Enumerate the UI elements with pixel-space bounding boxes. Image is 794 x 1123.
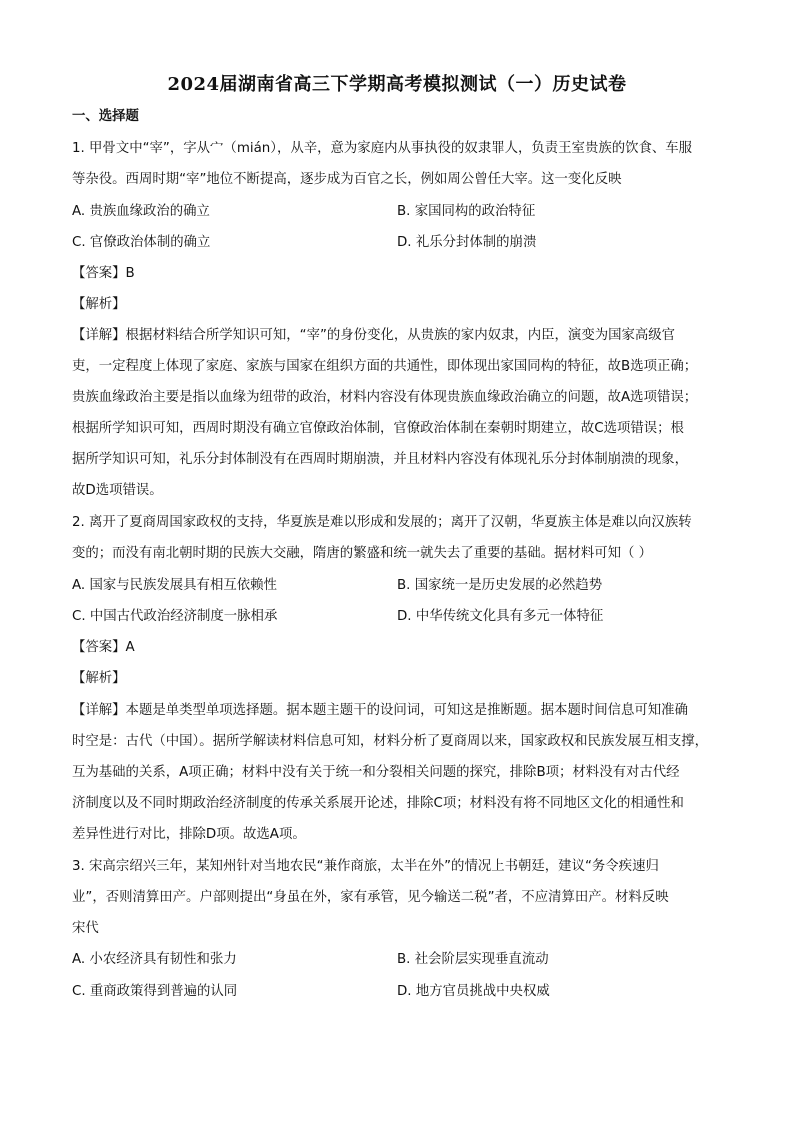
q2-option-c: C. 中国古代政治经济制度一脉相承 [72,609,278,624]
q2-detail-line-1: 【详解】本题是单类型单项选择题。据本题主题干的设问词，可知这是推断题。据本题时间信息可知准确 [72,703,688,718]
q2-detail-line-2: 时空是：古代（中国）。据所学解读材料信息可知，材料分析了夏商周以来，国家政权和民族发展互相支撑， [72,734,709,749]
q2-option-b: B. 国家统一是历史发展的必然趋势 [397,578,603,593]
q2-analysis-label: 【解析】 [72,671,126,686]
q1-detail-line-3: 贵族血缘政治主要是指以血缘为纽带的政治，材料内容没有体现贵族血缘政治确立的问题，故A选项错误； [72,390,698,405]
q1-option-a: A. 贵族血缘政治的确立 [72,204,210,219]
q1-stem-line-1: 1. 甲骨文中“宰”，字从宀（mián），从辛，意为家庭内从事执役的奴隶罪人，负责王室贵族的饮食、车服 [72,141,693,156]
q3-stem-line-2: 业”，否则清算田产。户部则提出“身虽在外，家有承管，见今输送二税”者，不应清算田产。材料反映 [72,890,669,905]
section-heading: 一、选择题 [72,109,139,124]
q2-detail-line-3: 互为基础的关系，A项正确；材料中没有关于统一和分裂相关问题的探究，排除B项；材料没有对古代经 [72,765,680,780]
q3-stem-line-3: 宋代 [72,921,99,936]
q1-detail-line-2: 吏，一定程度上体现了家庭、家族与国家在组织方面的共通性，即体现出家国同构的特征，故B选项正确； [72,359,698,374]
q2-detail-line-5: 差异性进行对比，排除D项。故选A项。 [72,827,306,842]
q1-detail-line-6: 故D选项错误。 [72,483,163,498]
q3-option-a: A. 小农经济具有韧性和张力 [72,952,237,967]
q1-option-d: D. 礼乐分封体制的崩溃 [397,235,537,250]
q3-stem-line-1: 3. 宋高宗绍兴三年，某知州针对当地农民“兼作商旅，太半在外”的情况上书朝廷，建议“务令疾速归 [72,859,659,874]
q3-option-d: D. 地方官员挑战中央权威 [397,984,550,999]
q2-option-d: D. 中华传统文化具有多元一体特征 [397,609,604,624]
q2-stem-line-1: 2. 离开了夏商周国家政权的支持，华夏族是难以形成和发展的；离开了汉朝，华夏族主体是难以向汉族转 [72,515,692,530]
q2-detail-line-4: 济制度以及不同时期政治经济制度的传承关系展开论述，排除C项；材料没有将不同地区文化的相通性和 [72,796,684,811]
q1-detail-line-5: 据所学知识可知，礼乐分封体制没有在西周时期崩溃，并且材料内容没有体现礼乐分封体制崩溃的现象， [72,452,688,467]
page-title: 2024届湖南省高三下学期高考模拟测试（一）历史试卷 [167,74,627,95]
q1-option-b: B. 家国同构的政治特征 [397,204,536,219]
q1-detail-line-4: 根据所学知识可知，西周时期没有确立官僚政治体制，官僚政治体制在秦朝时期建立，故C选项错误；根 [72,421,684,436]
q2-option-a: A. 国家与民族发展具有相互依赖性 [72,578,277,593]
q3-option-c: C. 重商政策得到普遍的认同 [72,984,238,999]
q1-analysis-label: 【解析】 [72,297,126,312]
q2-answer: 【答案】A [72,640,135,655]
q1-answer: 【答案】B [72,266,135,281]
q1-option-c: C. 官僚政治体制的确立 [72,235,211,250]
q1-stem-line-2: 等杂役。西周时期“宰”地位不断提高，逐步成为百官之长，例如周公曾任大宰。这一变化反映 [72,172,622,187]
q3-option-b: B. 社会阶层实现垂直流动 [397,952,549,967]
q1-detail-line-1: 【详解】根据材料结合所学知识可知，“宰”的身份变化，从贵族的家内奴隶，内臣，演变为国家高级官 [72,328,676,343]
q2-stem-line-2: 变的；而没有南北朝时期的民族大交融，隋唐的繁盛和统一就失去了重要的基础。据材料可知（ ） [72,546,653,561]
